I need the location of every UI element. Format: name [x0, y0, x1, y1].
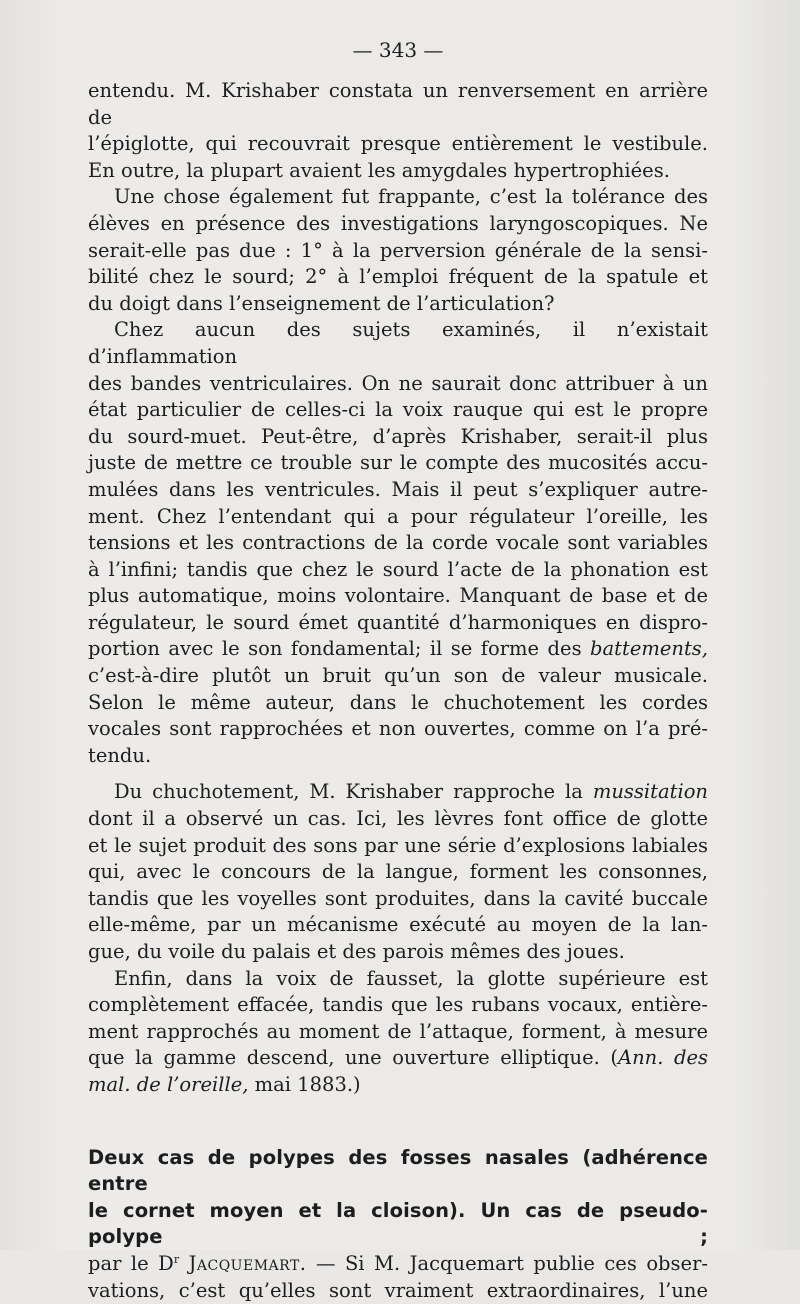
text-line: vocales sont rapprochées et non ouvertes, comme on l’a pré-: [88, 717, 708, 741]
text-line: ment rapprochés au moment de l’attaque, forment, à mesure: [88, 1019, 708, 1043]
text-line: Enfin, dans la voix de fausset, la glotte supérieure est: [114, 966, 708, 990]
paragraph-1: [88, 78, 708, 184]
text-line: tandis que les voyelles sont produites, dans la cavité buccale: [88, 886, 708, 910]
text-line: [88, 1072, 708, 1099]
text-line: plus automatique, moins volontaire. Manquant de base et de: [88, 584, 708, 608]
author-name: Jacquemart.: [188, 1251, 307, 1275]
article-headline: le cornet moyen et la cloison). Un cas de pseudo-polype ;: [88, 1198, 708, 1249]
text-line: tendu.: [88, 743, 152, 767]
italic-term: battements,: [590, 637, 708, 661]
text-line: dont il a observé un cas. Ici, les lèvres font office de glotte: [88, 807, 708, 831]
paragraph-4: [88, 779, 708, 965]
byline-superscript: r: [173, 1252, 180, 1266]
byline-prefix: par le D: [88, 1251, 174, 1275]
text-line: ment. Chez l’entendant qui a pour régulateur l’oreille, les: [88, 504, 708, 528]
text-line: c’est-à-dire plutôt un bruit qu’un son de valeur musicale.: [88, 664, 708, 688]
text-line: qui, avec le concours de la langue, forment les consonnes,: [88, 860, 708, 884]
italic-term: mussitation: [592, 780, 708, 804]
text-segment: portion avec le son fondamental; il se forme des: [88, 637, 582, 661]
text-line: du sourd-muet. Peut-être, d’après Krishaber, serait-il plus: [88, 424, 708, 448]
text-segment: Du chuchotement, M. Krishaber rapproche la: [114, 780, 583, 804]
text-line: [88, 1045, 708, 1072]
body-text: [88, 78, 708, 1099]
citation-title: mal. de l’oreille,: [88, 1072, 249, 1096]
text-line: vations, c’est qu’elles sont vraiment extraordinaires, l’une: [88, 1278, 708, 1302]
text-line: [88, 636, 708, 663]
text-line: En outre, la plupart avaient les amygdales hypertrophiées.: [88, 158, 670, 182]
text-line: et le sujet produit des sons par une série d’explosions labiales: [88, 833, 708, 857]
text-line: à l’infini; tandis que chez le sourd l’acte de la phonation est: [88, 557, 708, 581]
text-line: l’épiglotte, qui recouvrait presque entièrement le vestibule.: [88, 132, 708, 156]
text-line: des bandes ventriculaires. On ne saurait donc attribuer à un: [88, 371, 708, 395]
text-line: gue, du voile du palais et des parois mêmes des joues.: [88, 940, 625, 963]
text-line: mulées dans les ventricules. Mais il peut s’expliquer autre-: [88, 477, 708, 501]
text-line: complètement effacée, tandis que les rubans vocaux, entière-: [88, 993, 708, 1017]
text-line: serait-elle pas due : 1° à la perversion générale de la sensi-: [88, 238, 708, 262]
text-line: Chez aucun des sujets examinés, il n’existait d’inflammation: [88, 318, 708, 368]
text-line: régulateur, le sourd émet quantité d’harmoniques en dispro-: [88, 610, 708, 634]
text-line: état particulier de celles-ci la voix rauque qui est le propre: [88, 398, 708, 422]
text-line: du doigt dans l’enseignement de l’articulation?: [88, 291, 555, 315]
text-line: élèves en présence des investigations laryngoscopiques. Ne: [88, 211, 708, 235]
text-line: elle-même, par un mécanisme exécuté au moyen de la lan-: [88, 913, 708, 937]
paragraph-2: [88, 184, 708, 317]
text-line: tensions et les contractions de la corde vocale sont variables: [88, 531, 708, 555]
paragraph-3: [88, 317, 708, 769]
paragraph-5: [88, 966, 708, 1099]
text-line: entendu. M. Krishaber constata un renversement en arrière de: [88, 79, 708, 129]
text-line: juste de mettre ce trouble sur le compte des mucosités accu-: [88, 451, 708, 475]
text-line: bilité chez le sourd; 2° à l’emploi fréquent de la spatule et: [88, 265, 708, 289]
article-byline: [88, 1251, 708, 1278]
page-number: — 343 —: [352, 38, 444, 62]
citation-title: Ann. des: [618, 1046, 708, 1070]
text-segment: que la gamme descend, une ouverture elliptique. (: [88, 1046, 618, 1070]
text-line: [88, 779, 708, 806]
citation-date: mai 1883.): [248, 1072, 361, 1096]
article-headline: Deux cas de polypes des fosses nasales (adhérence entre: [88, 1145, 708, 1196]
text-line: Une chose également fut frappante, c’est la tolérance des: [114, 185, 708, 209]
article-section: [88, 1145, 708, 1304]
text-line: Selon le même auteur, dans le chuchotement les cordes: [88, 690, 708, 714]
byline-text: — Si M. Jacquemart publie ces obser-: [306, 1251, 708, 1275]
